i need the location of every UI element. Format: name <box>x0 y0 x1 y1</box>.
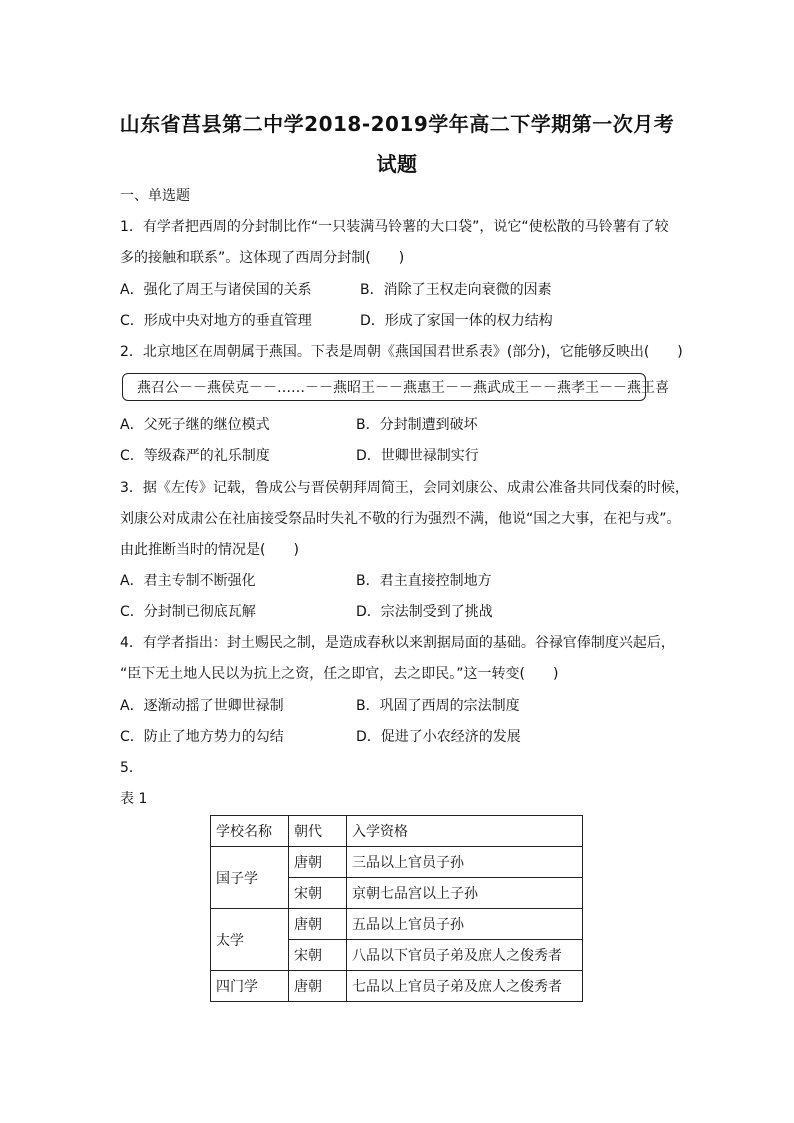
question-3-stem-cont: 刘康公对成肃公在社庙接受祭品时失礼不敬的行为强烈不满，他说“国之大事，在祀与戎”。 <box>120 511 681 527</box>
table-cell-dynasty: 宋朝 <box>289 878 347 909</box>
table-header-cell: 入学资格 <box>347 816 583 847</box>
page-title-line2: 试题 <box>376 152 418 176</box>
table-cell-school: 国子学 <box>211 847 289 909</box>
table-row <box>211 909 583 940</box>
question-2-option-c: C．等级森严的礼乐制度 <box>120 448 270 464</box>
table-cell-qualification: 京朝七品宫以上子孙 <box>347 878 583 909</box>
question-3-stem: 3．据《左传》记载，鲁成公与晋侯朝拜周简王，会同刘康公、成肃公准备共同伐秦的时候， <box>120 480 689 496</box>
question-4-option-d: D．促进了小农经济的发展 <box>356 729 521 745</box>
question-2-option-a: A．父死子继的继位模式 <box>120 417 270 433</box>
table-caption: 表 1 <box>120 791 148 807</box>
question-5-number: 5． <box>120 760 143 776</box>
question-1-option-b: B．消除了王权走向衰微的因素 <box>360 282 552 298</box>
lineage-text: 燕召公－－燕侯克－－……－－燕昭王－－燕惠王－－燕武成王－－燕孝王－－燕王喜 <box>137 380 669 396</box>
table-row <box>211 847 583 878</box>
table-header-cell: 学校名称 <box>211 816 289 847</box>
question-3-option-c: C．分封制已彻底瓦解 <box>120 604 256 620</box>
section-heading: 一、单选题 <box>120 188 190 204</box>
table-header-cell: 朝代 <box>289 816 347 847</box>
table-cell-dynasty: 唐朝 <box>289 971 347 1002</box>
question-3-option-b: B．君主直接控制地方 <box>356 573 492 589</box>
page-title: 山东省莒县第二中学2018-2019学年高二下学期第一次月考 <box>119 112 675 136</box>
table-cell-qualification: 七品以上官员子弟及庶人之俊秀者 <box>347 971 583 1002</box>
table-cell-dynasty: 唐朝 <box>289 909 347 940</box>
question-1-option-c: C．形成中央对地方的垂直管理 <box>120 313 312 329</box>
question-4-option-c: C．防止了地方势力的勾结 <box>120 729 284 745</box>
question-2-option-d: D．世卿世禄制实行 <box>356 448 479 464</box>
table-cell-qualification: 五品以上官员子孙 <box>347 909 583 940</box>
table-row <box>211 971 583 1002</box>
table-cell-school: 四门学 <box>211 971 289 1002</box>
table-cell-qualification: 三品以上官员子孙 <box>347 847 583 878</box>
question-4-option-b: B．巩固了西周的宗法制度 <box>356 698 520 714</box>
table-cell-qualification: 八品以下官员子弟及庶人之俊秀者 <box>347 940 583 971</box>
question-4-stem-cont: “臣下无土地人民以为抗上之资，任之即官，去之即民。”这一转变( ) <box>120 666 559 682</box>
table-cell-school: 太学 <box>211 909 289 971</box>
table-cell-dynasty: 唐朝 <box>289 847 347 878</box>
question-1-option-a: A．强化了周王与诸侯国的关系 <box>120 282 312 298</box>
question-3-option-d: D．宗法制受到了挑战 <box>356 604 493 620</box>
admission-table <box>210 815 583 1002</box>
table-header-row <box>211 816 583 847</box>
question-2-option-b: B．分封制遭到破坏 <box>356 417 478 433</box>
question-1-option-d: D．形成了家国一体的权力结构 <box>360 313 553 329</box>
question-4-option-a: A．逐渐动摇了世卿世禄制 <box>120 698 284 714</box>
question-3-option-a: A．君主专制不断强化 <box>120 573 256 589</box>
table-cell-dynasty: 宋朝 <box>289 940 347 971</box>
question-4-stem: 4．有学者指出：封土赐民之制，是造成春秋以来割据局面的基础。谷禄官俸制度兴起后， <box>120 635 675 651</box>
question-3-stem-cont2: 由此推断当时的情况是( ) <box>120 542 299 558</box>
question-1-stem: 1．有学者把西周的分封制比作“一只装满马铃薯的大口袋”，说它“使松散的马铃薯有了较 <box>120 219 669 235</box>
question-2-stem: 2．北京地区在周朝属于燕国。下表是周朝《燕国国君世系表》(部分)，它能够反映出( ) <box>120 344 683 360</box>
question-1-stem-cont: 多的接触和联系”。这体现了西周分封制( ) <box>120 250 405 266</box>
lineage-box <box>122 373 669 401</box>
